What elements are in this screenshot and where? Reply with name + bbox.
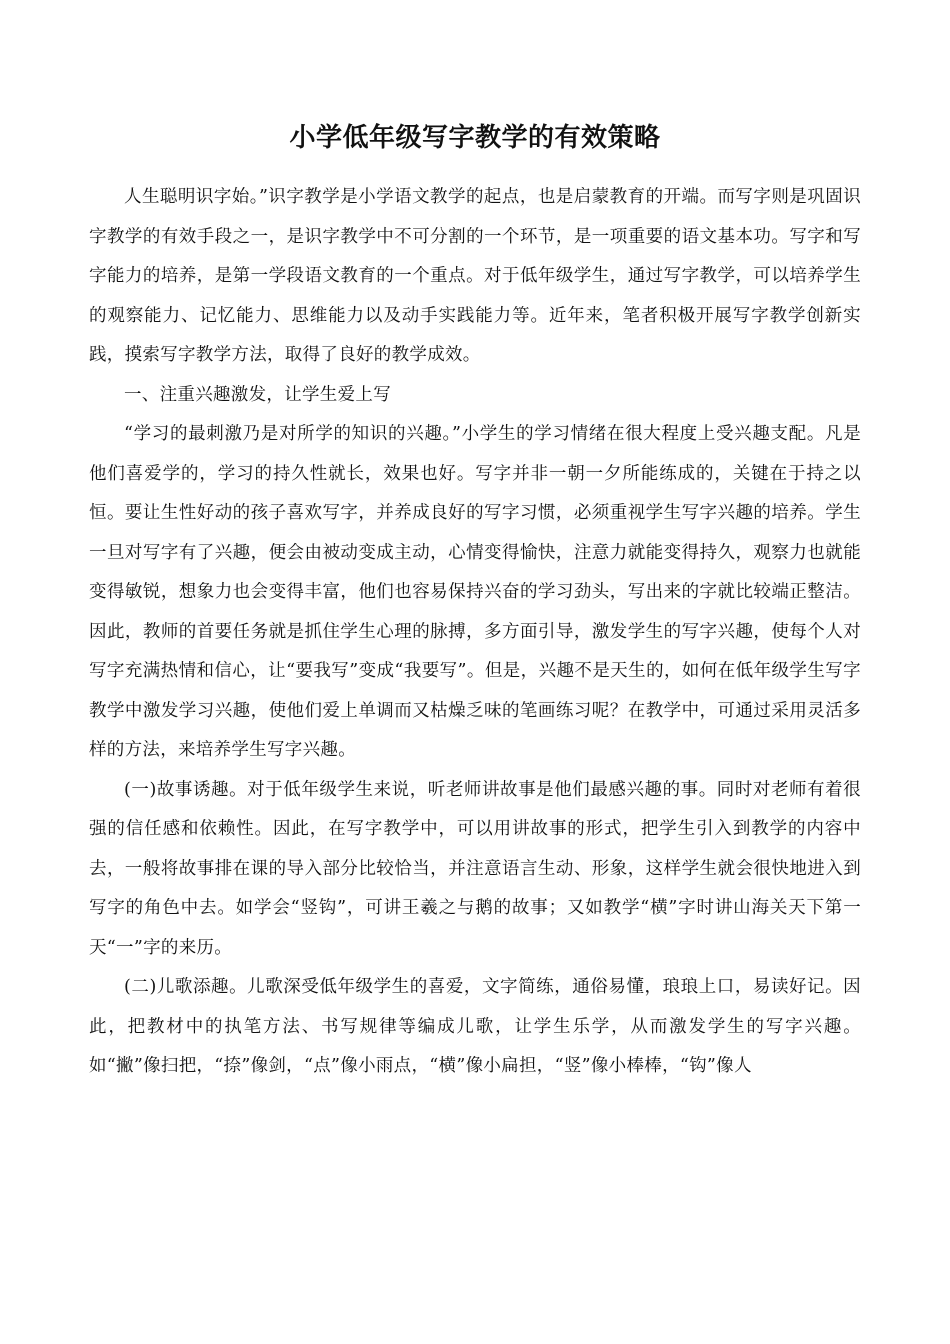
paragraph-rhyme: (二)儿歌添趣。儿歌深受低年级学生的喜爱，文字简练，通俗易懂，琅琅上口，易读好记。因此，把教材中的执笔方法、书写规律等编成儿歌，让学生乐学，从而激发学生的写字兴趣。如“撇”像扫把，“捺”像剑，“点”像小雨点，“横”像小扁担，“竖”像小棒棒，“钩”像人 (89, 977, 861, 1076)
paragraph-interest: “学习的最刺激乃是对所学的知识的兴趣。”小学生的学习情绪在很大程度上受兴趣支配。凡是他们喜爱学的，学习的持久性就长，效果也好。写字并非一朝一夕所能练成的，关键在于持之以恒。要让生性好动的孩子喜欢写字，并养成良好的写字习惯，必须重视学生写字兴趣的培养。学生一旦对写字有了兴趣，便会由被动变成主动，心情变得愉快，注意力就能变得持久，观察力也就能变得敏锐，想象力也会变得丰富，他们也容易保持兴奋的学习劲头，写出来的字就比较端正整洁。因此，教师的首要任务就是抓住学生心理的脉搏，多方面引导，激发学生的写字兴趣，使每个人对写字充满热情和信心，让“要我写”变成“我要写”。但是，兴趣不是天生的，如何在低年级学生写字教学中激发学习兴趣，使他们爱上单调而又枯燥乏味的笔画练习呢？在教学中，可通过采用灵活多样的方法，来培养学生写字兴趣。 (89, 424, 861, 760)
paragraph-intro: 人生聪明识字始。”识字教学是小学语文教学的起点，也是启蒙教育的开端。而写字则是巩固识字教学的有效手段之一，是识字教学中不可分割的一个环节，是一项重要的语文基本功。写字和写字能力的培养，是第一学段语文教育的一个重点。对于低年级学生，通过写字教学，可以培养学生的观察能力、记忆能力、思维能力以及动手实践能力等。近年来，笔者积极开展写字教学创新实践，摸索写字教学方法，取得了良好的教学成效。 (89, 187, 861, 365)
section-heading-1: 一、注重兴趣激发，让学生爱上写 (124, 384, 391, 405)
document-title: 小学低年级写字教学的有效策略 (289, 123, 661, 153)
paragraph-story: (一)故事诱趣。对于低年级学生来说，听老师讲故事是他们最感兴趣的事。同时对老师有着很强的信任感和依赖性。因此，在写字教学中，可以用讲故事的形式，把学生引入到教学的内容中去，一般将故事排在课的导入部分比较恰当，并注意语言生动、形象，这样学生就会很快地进入到写字的角色中去。如学会“竖钩”，可讲王羲之与鹅的故事；又如教学“横”字时讲山海关天下第一天“一”字的来历。 (89, 779, 861, 958)
document-body (89, 178, 861, 1087)
